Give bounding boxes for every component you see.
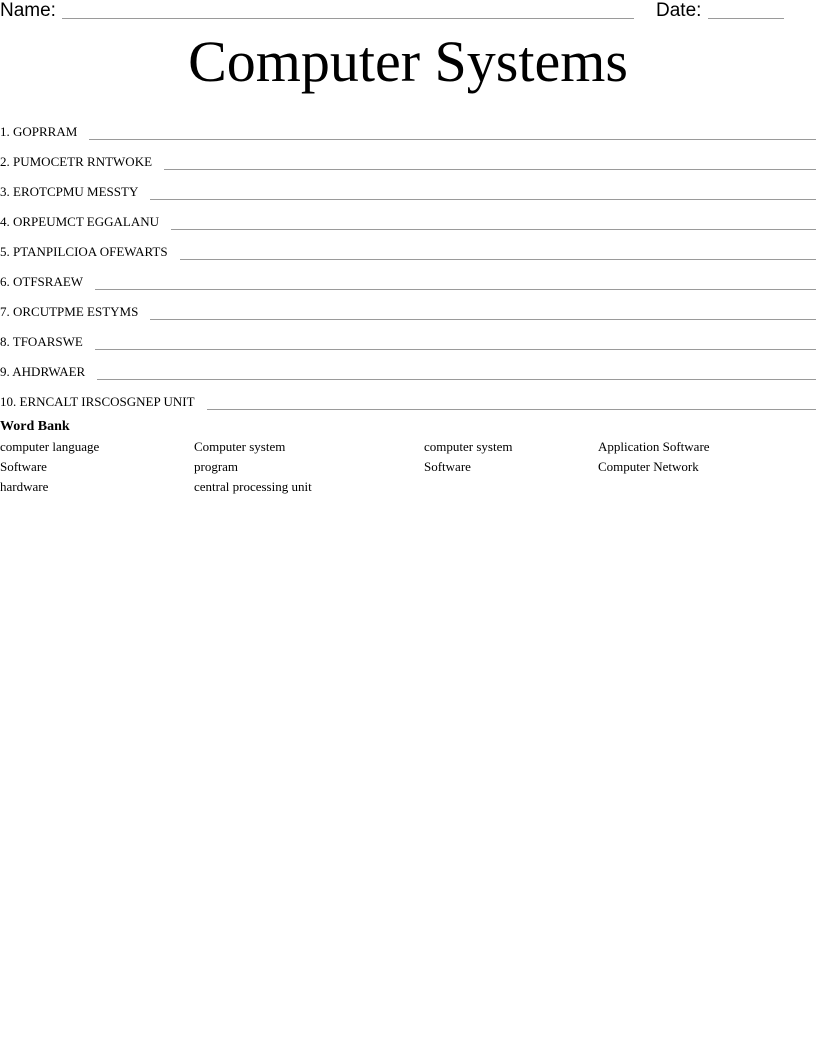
- word-bank-item: computer system: [424, 439, 513, 454]
- puzzle-row: [0, 202, 816, 232]
- scrambled-word: 7. ORCUTPME ESTYMS: [0, 304, 139, 319]
- puzzle-row: [0, 382, 816, 412]
- date-field[interactable]: [708, 18, 784, 19]
- puzzle-row: [0, 262, 816, 292]
- scrambled-word: 6. OTFSRAEW: [0, 274, 84, 289]
- word-bank-item: program: [194, 459, 239, 474]
- puzzle-list: [0, 112, 816, 412]
- puzzle-row: [0, 142, 816, 172]
- answer-line[interactable]: [171, 229, 816, 230]
- scrambled-word: 5. PTANPILCIOA OFEWARTS: [0, 244, 168, 259]
- word-bank-item: Computer system: [194, 439, 286, 454]
- word-bank: [0, 439, 816, 499]
- header: [0, 0, 816, 24]
- scrambled-word: 8. TFOARSWE: [0, 334, 83, 349]
- answer-line[interactable]: [164, 169, 816, 170]
- answer-line[interactable]: [89, 139, 816, 140]
- answer-line[interactable]: [150, 319, 816, 320]
- scrambled-word: 9. AHDRWAER: [0, 364, 86, 379]
- word-bank-item: hardware: [0, 479, 49, 494]
- word-bank-item: computer language: [0, 439, 100, 454]
- answer-line[interactable]: [180, 259, 816, 260]
- puzzle-row: [0, 172, 816, 202]
- scrambled-word: 1. GOPRRAM: [0, 124, 78, 139]
- word-bank-item: Software: [0, 459, 47, 474]
- answer-line[interactable]: [150, 199, 816, 200]
- word-bank-item: central processing unit: [194, 479, 312, 494]
- puzzle-row: [0, 322, 816, 352]
- word-bank-title: Word Bank: [0, 419, 70, 434]
- answer-line[interactable]: [95, 289, 816, 290]
- word-bank-item: Computer Network: [598, 459, 699, 474]
- puzzle-row: [0, 112, 816, 142]
- answer-line[interactable]: [95, 349, 816, 350]
- date-label: Date:: [656, 0, 702, 21]
- name-label: Name:: [0, 0, 56, 21]
- puzzle-row: [0, 232, 816, 262]
- puzzle-row: [0, 352, 816, 382]
- puzzle-row: [0, 292, 816, 322]
- page-title: Computer Systems: [188, 29, 628, 94]
- scrambled-word: 10. ERNCALT IRSCOSGNEP UNIT: [0, 394, 195, 409]
- scrambled-word: 2. PUMOCETR RNTWOKE: [0, 154, 153, 169]
- word-bank-item: Application Software: [598, 439, 710, 454]
- answer-line[interactable]: [207, 409, 816, 410]
- name-field[interactable]: [62, 18, 634, 19]
- scrambled-word: 3. EROTCPMU MESSTY: [0, 184, 139, 199]
- scrambled-word: 4. ORPEUMCT EGGALANU: [0, 214, 160, 229]
- answer-line[interactable]: [97, 379, 816, 380]
- word-bank-item: Software: [424, 459, 471, 474]
